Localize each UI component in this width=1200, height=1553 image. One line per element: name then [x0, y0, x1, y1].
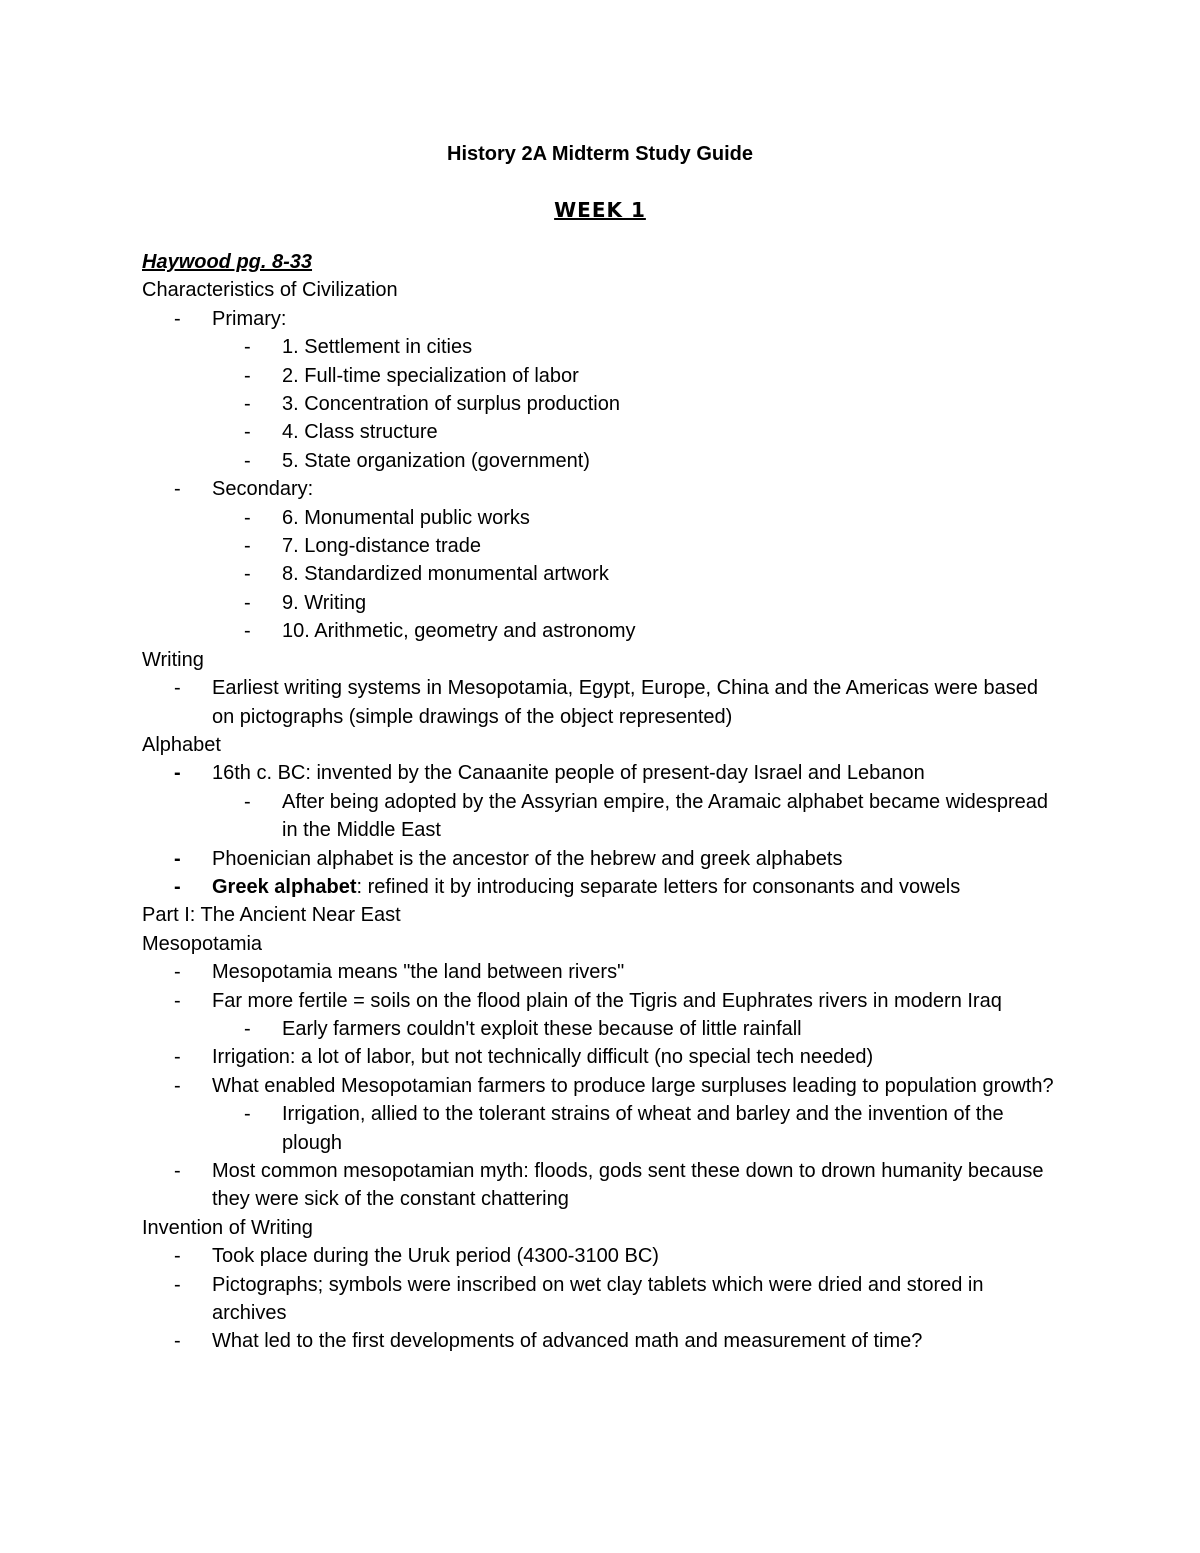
list-item [142, 1072, 1062, 1100]
list-item-text: 9. Writing [282, 591, 367, 614]
section-heading-text: Alphabet [142, 733, 221, 756]
list-item [142, 447, 1062, 475]
list-item-text: Most common mesopotamian myth: floods, gods sent these down to drown humanity because they were sick of the constant chattering [212, 1160, 1044, 1211]
bullet-dash: - [174, 989, 181, 1012]
list-item [142, 504, 1062, 532]
section-heading-text: Mesopotamia [142, 932, 263, 955]
list-item-text: 10. Arithmetic, geometry and astronomy [282, 620, 636, 643]
list-item-text: Secondary: [212, 478, 314, 501]
list-item [142, 560, 1062, 588]
list-item-text: Took place during the Uruk period (4300-3100 BC) [212, 1245, 659, 1268]
bullet-dash: - [174, 847, 181, 870]
list-item [142, 759, 1062, 787]
list-item [142, 788, 1062, 845]
section-heading-invention-of-writing [142, 1214, 1062, 1242]
list-item-text: Pictographs; symbols were inscribed on wet clay tablets which were dried and stored in archives [212, 1273, 984, 1325]
document-title: History 2A Midterm Study Guide [447, 143, 753, 165]
list-item-text: After being adopted by the Assyrian empire, the Aramaic alphabet became widespread in the Middle East [282, 790, 1049, 842]
bullet-dash: - [244, 449, 251, 472]
list-item-text: Primary: [212, 307, 287, 330]
list-item-text: Earliest writing systems in Mesopotamia, Egypt, Europe, China and the Americas were based on pictographs (simple drawings of the object represented) [212, 677, 1038, 728]
section-heading-alphabet [142, 731, 1062, 759]
list-item-text: What led to the first developments of advanced math and measurement of time? [212, 1330, 923, 1353]
bullet-dash: - [244, 1017, 251, 1040]
list-item-text [212, 873, 1062, 901]
bullet-dash: - [174, 1330, 181, 1353]
bullet-dash: - [174, 307, 181, 330]
bullet-dash: - [244, 421, 251, 444]
bullet-dash: - [244, 591, 251, 614]
bullet-dash: - [174, 1074, 181, 1097]
bullet-dash: - [244, 535, 251, 558]
list-item-text: 4. Class structure [282, 421, 438, 444]
bullet-dash: - [174, 1245, 181, 1268]
section-heading-text: Characteristics of Civilization [142, 279, 398, 302]
list-item-text: Irrigation: a lot of labor, but not technically difficult (no special tech needed) [212, 1046, 874, 1069]
list-item-text: 1. Settlement in cities [282, 336, 473, 359]
bullet-dash: - [174, 762, 181, 785]
list-item-text: Phoenician alphabet is the ancestor of the hebrew and greek alphabets [212, 847, 843, 870]
bullet-dash: - [174, 677, 181, 700]
list-item [142, 390, 1062, 418]
bullet-dash: - [174, 961, 181, 984]
bullet-dash: - [244, 364, 251, 387]
list-item-text: 6. Monumental public works [282, 506, 530, 529]
bullet-dash: - [174, 875, 181, 898]
document-body [142, 248, 1062, 1356]
list-item [142, 1043, 1062, 1071]
section-heading-writing [142, 646, 1062, 674]
list-item-text: Early farmers couldn't exploit these because of little rainfall [282, 1017, 802, 1040]
list-item [142, 418, 1062, 446]
list-item [142, 589, 1062, 617]
bullet-dash: - [244, 1103, 251, 1126]
list-item [142, 674, 1062, 731]
list-item [142, 845, 1062, 873]
section-heading-mesopotamia [142, 930, 1062, 958]
greek-alphabet-description: : refined it by introducing separate letters for consonants and vowels [356, 875, 961, 898]
list-item-text: What enabled Mesopotamian farmers to produce large surpluses leading to population growth? [212, 1074, 1054, 1097]
list-item-text: Far more fertile = soils on the flood plain of the Tigris and Euphrates rivers in modern Iraq [212, 989, 1002, 1012]
list-item-text: 16th c. BC: invented by the Canaanite people of present-day Israel and Lebanon [212, 762, 925, 785]
bullet-dash: - [244, 790, 251, 813]
bullet-dash: - [174, 1273, 181, 1296]
bullet-dash: - [174, 1160, 181, 1182]
list-item [142, 1100, 1062, 1157]
list-item-text: Mesopotamia means "the land between rivers" [212, 961, 625, 984]
list-item [142, 1271, 1062, 1328]
bullet-dash: - [244, 393, 251, 416]
section-heading-characteristics [142, 276, 1062, 304]
list-item-secondary [142, 475, 1062, 503]
part-heading-text: Part I: The Ancient Near East [142, 904, 401, 927]
part-heading [142, 901, 1062, 929]
list-item-text: 7. Long-distance trade [282, 535, 482, 558]
list-item-text: 8. Standardized monumental artwork [282, 563, 609, 586]
greek-alphabet-term: Greek alphabet [212, 875, 357, 898]
list-item [142, 1242, 1062, 1270]
list-item [142, 1327, 1062, 1355]
bullet-dash: - [244, 506, 251, 529]
list-item-text: 2. Full-time specialization of labor [282, 364, 579, 387]
list-item [142, 617, 1062, 645]
list-item [142, 958, 1062, 986]
list-item-primary [142, 305, 1062, 333]
list-item-text: 3. Concentration of surplus production [282, 393, 620, 416]
list-item [142, 333, 1062, 361]
list-item-text: Irrigation, allied to the tolerant strains of wheat and barley and the invention of the plough [282, 1103, 1004, 1154]
week-heading: WEEK 1 [554, 198, 646, 222]
list-item [142, 1157, 1062, 1214]
section-heading-text: Invention of Writing [142, 1216, 313, 1239]
reading-reference-line [142, 248, 1062, 276]
bullet-dash: - [244, 563, 251, 586]
list-item-text: 5. State organization (government) [282, 449, 590, 472]
list-item [142, 873, 1062, 901]
reading-reference: Haywood pg. 8-33 [142, 251, 313, 273]
list-item [142, 362, 1062, 390]
list-item [142, 532, 1062, 560]
bullet-dash: - [174, 478, 181, 501]
bullet-dash: - [174, 1046, 181, 1069]
list-item [142, 1015, 1062, 1043]
bullet-dash: - [244, 336, 251, 359]
section-heading-text: Writing [142, 648, 204, 671]
list-item [142, 987, 1062, 1015]
bullet-dash: - [244, 620, 251, 643]
